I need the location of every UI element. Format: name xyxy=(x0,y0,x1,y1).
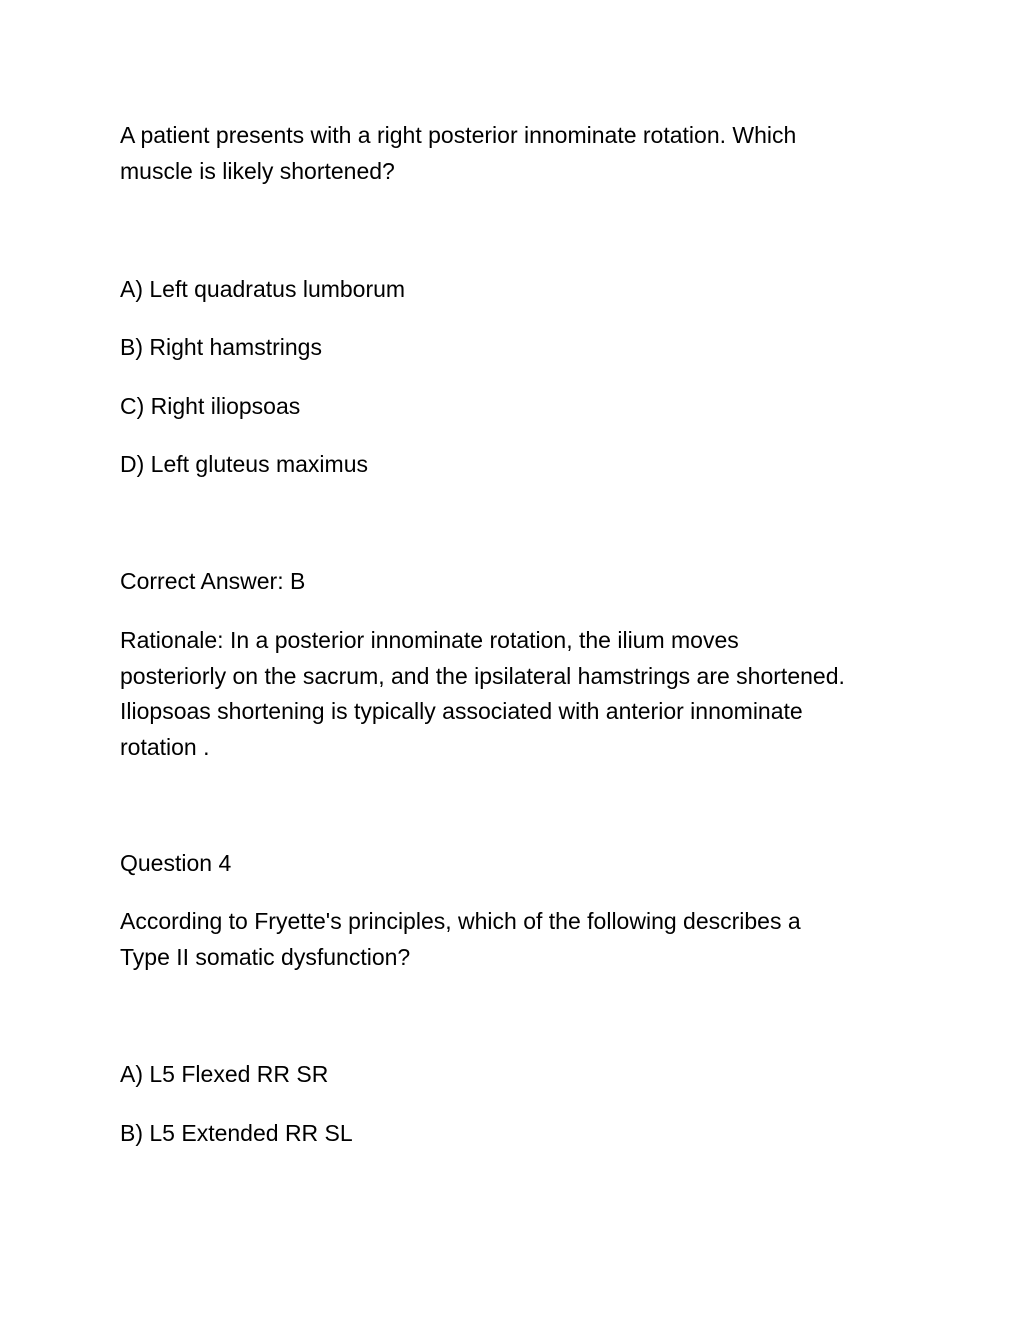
question-4-stem xyxy=(120,904,920,975)
question-3-stem-line: muscle is likely shortened? xyxy=(120,157,395,184)
rationale-line: rotation . xyxy=(120,733,210,760)
question-4-option-a: A) L5 Flexed RR SR xyxy=(120,1061,329,1087)
question-3-option-d: D) Left gluteus maximus xyxy=(120,451,368,477)
question-4-stem-line: Type II somatic dysfunction? xyxy=(120,943,411,970)
rationale-line: posteriorly on the sacrum, and the ipsilateral hamstrings are shortened. xyxy=(120,662,845,689)
question-3-stem xyxy=(120,118,920,189)
rationale-line: Iliopsoas shortening is typically associated with anterior innominate xyxy=(120,698,803,724)
question-3-option-c: C) Right iliopsoas xyxy=(120,393,301,419)
correct-answer: Correct Answer: B xyxy=(120,568,306,594)
question-3-stem-line: A patient presents with a right posterior innominate rotation. Which xyxy=(120,122,797,148)
question-4-option-b: B) L5 Extended RR SL xyxy=(120,1120,353,1146)
question-4-heading: Question 4 xyxy=(120,850,232,876)
rationale xyxy=(120,623,920,765)
question-3-option-a: A) Left quadratus lumborum xyxy=(120,276,406,302)
question-4-stem-line: According to Fryette's principles, which of the following describes a xyxy=(120,908,801,934)
rationale-line: Rationale: In a posterior innominate rotation, the ilium moves xyxy=(120,627,739,653)
question-3-option-b: B) Right hamstrings xyxy=(120,334,322,360)
